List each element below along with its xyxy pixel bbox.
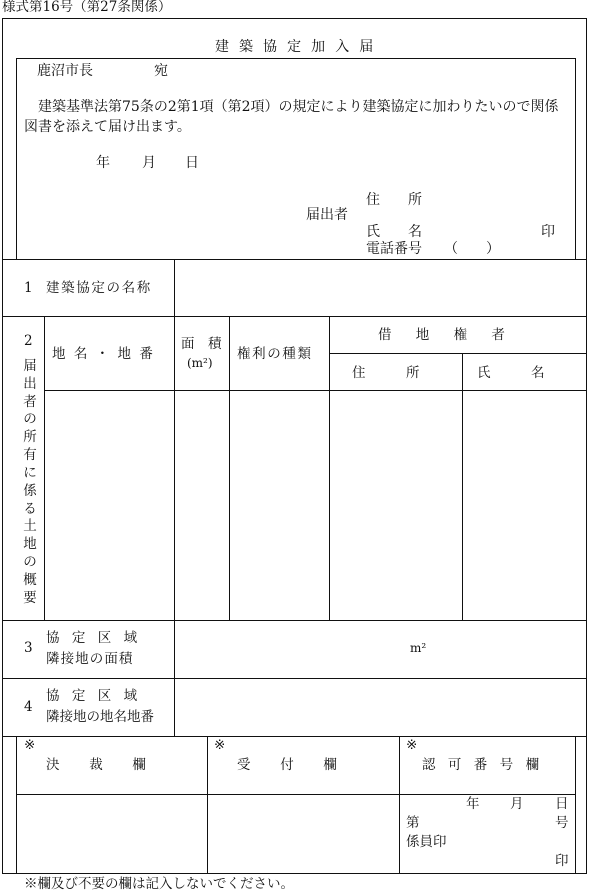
date-month: 月	[142, 155, 156, 171]
col-divider-lessee-name	[462, 353, 463, 620]
col-area-unit: (m²)	[187, 356, 213, 370]
table-header-line	[44, 390, 587, 391]
sec4-label-line2: 隣接地の地名地番	[46, 709, 154, 725]
row-line-2	[2, 316, 587, 317]
form-frame	[2, 18, 587, 874]
staff-seal-label: 係員印	[406, 834, 447, 850]
footnote: ※欄及び不要の欄は記入しないでください。	[24, 876, 294, 892]
sec2-char: 地	[23, 536, 37, 553]
col-lessee-name: 氏 名	[477, 365, 545, 381]
notifier-label: 届出者	[306, 207, 348, 223]
reception-asterisk: ※	[214, 737, 226, 753]
notifier-phone-paren: （ ）	[444, 241, 500, 257]
office-right	[575, 736, 576, 873]
form-number: 様式第16号（第27条関係）	[2, 0, 172, 15]
row-line-5	[2, 736, 587, 737]
sec2-char: る	[23, 500, 37, 517]
notifier-name-label: 氏 名	[366, 224, 422, 240]
permit-column-label: 認 可 番 号 欄	[422, 757, 544, 773]
permit-date-year: 年	[466, 796, 480, 812]
staff-seal-mark: 印	[555, 853, 569, 869]
sec4-number: 4	[24, 699, 33, 715]
sec2-char: 概	[23, 571, 37, 588]
sec2-number: 2	[24, 333, 33, 349]
row-line-3	[2, 620, 587, 621]
sec1-divider	[174, 259, 175, 316]
col-divider-area	[174, 316, 175, 620]
sec2-char: 要	[23, 589, 37, 606]
row-line-4	[2, 678, 587, 679]
office-left	[16, 736, 17, 873]
sec4-label-line1: 協 定 区 域	[46, 688, 142, 704]
sec2-vertical-label	[20, 358, 40, 607]
sec2-label-divider	[44, 316, 45, 620]
permit-asterisk: ※	[406, 737, 418, 753]
col-lessee-header: 借 地 権 者	[378, 327, 511, 343]
col-lessee-address: 住 所	[352, 365, 420, 381]
col-land-header: 地 名 ・ 地 番	[52, 346, 155, 362]
sec2-char: の	[23, 411, 37, 428]
sec2-char: 出	[23, 375, 37, 392]
office-bottom-line	[16, 873, 576, 874]
office-divider-1	[207, 736, 208, 873]
office-row-line	[16, 794, 576, 795]
date-year: 年	[96, 155, 110, 171]
decision-asterisk: ※	[24, 737, 36, 753]
sec3-number: 3	[24, 640, 33, 656]
permit-date-month: 月	[510, 796, 524, 812]
row-line-1	[2, 259, 587, 260]
sec2-char: の	[23, 553, 37, 570]
header-box-left	[16, 58, 17, 260]
reception-column-label: 受 付 欄	[237, 757, 345, 773]
col-divider-rights	[229, 316, 230, 620]
sec2-char: 者	[23, 393, 37, 410]
sec2-char: 所	[23, 429, 37, 446]
addressee-mayor: 鹿沼市長	[37, 63, 93, 79]
addressee-suffix: 宛	[154, 63, 168, 79]
sec2-char: 土	[23, 518, 37, 535]
permit-no-prefix: 第	[406, 815, 420, 831]
header-box-top	[16, 58, 576, 59]
header-box-right	[575, 58, 576, 260]
sec2-char: 届	[23, 358, 37, 374]
sec1-number: 1	[24, 280, 33, 296]
notifier-phone-label: 電話番号	[366, 241, 422, 257]
sec3-label-line2: 隣接地の面積	[46, 651, 134, 667]
notifier-address-label: 住 所	[366, 192, 422, 208]
sec2-char: 有	[23, 447, 37, 464]
body-text-line1: 建築基準法第75条の2第1項（第2項）の規定により建築協定に加わりたいので関係	[38, 99, 559, 115]
sec3-label-line1: 協 定 区 域	[46, 630, 142, 646]
col-area-header: 面 積	[181, 336, 222, 352]
sec2-char: に	[23, 464, 37, 481]
sec3-unit: m²	[410, 641, 427, 655]
permit-date-day: 日	[555, 796, 569, 812]
office-divider-2	[399, 736, 400, 873]
form-title: 建 築 協 定 加 入 届	[214, 39, 377, 55]
body-text-line2: 図書を添えて届け出ます。	[24, 119, 191, 135]
col-divider-lessee	[329, 316, 330, 620]
notifier-seal: 印	[541, 224, 555, 240]
date-day: 日	[185, 155, 199, 171]
sec1-label: 建築協定の名称	[46, 280, 152, 296]
sec2-char: 係	[23, 482, 37, 499]
sec34-divider	[174, 620, 175, 736]
decision-column-label: 決 裁 欄	[46, 757, 154, 773]
permit-no-suffix: 号	[555, 815, 569, 831]
col-rights-header: 権利の種類	[237, 346, 313, 362]
lessee-sub-line	[329, 353, 587, 354]
